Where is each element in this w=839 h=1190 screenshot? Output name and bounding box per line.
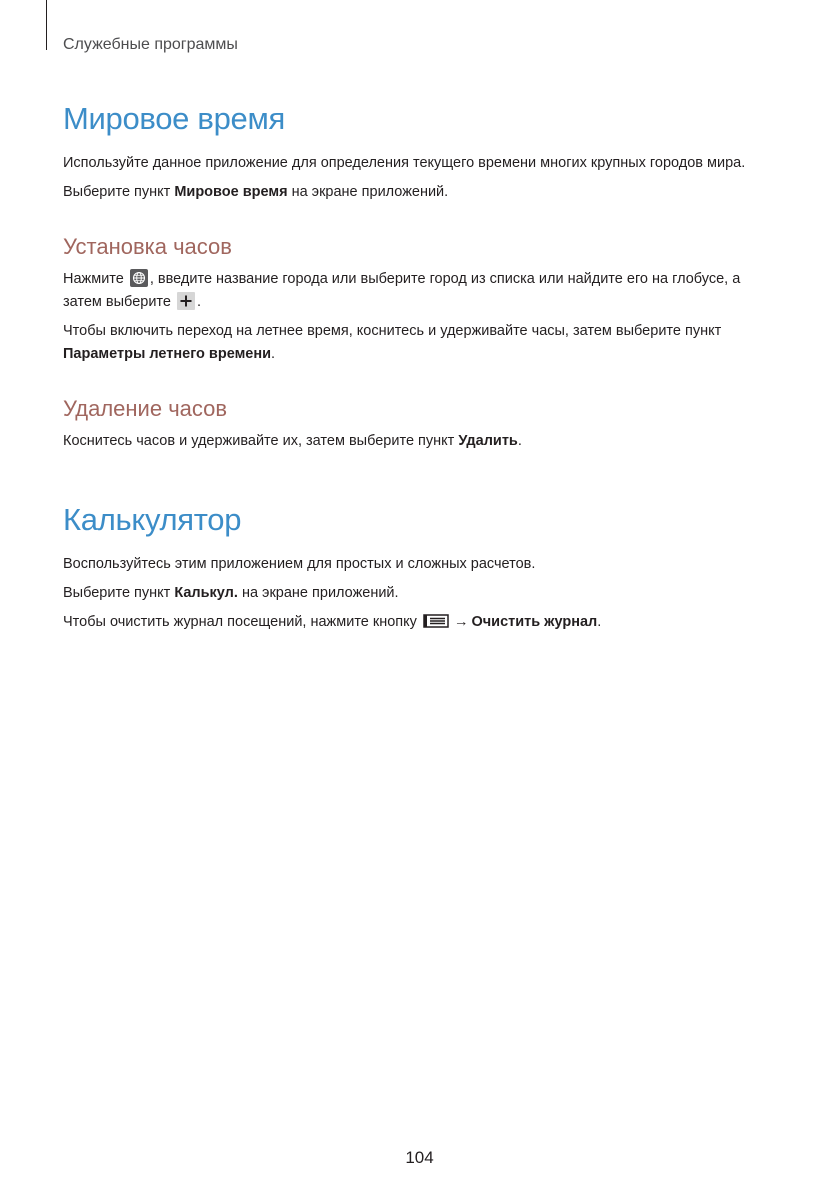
- set-clock-instructions: Нажмите , введите название города или выберите город из списка или найдите его на глобусе, а затем выберите .: [63, 271, 741, 310]
- delete-clock-instructions: Коснитесь часов и удерживайте их, затем выберите пункт Удалить.: [63, 433, 522, 449]
- daylight-saving-menu-item: Параметры летнего времени: [63, 346, 272, 362]
- clear-history-instructions: Чтобы очистить журнал посещений, нажмите кнопку → Очистить журнал.: [63, 611, 783, 634]
- section-title-world-clock: Мировое время: [63, 101, 285, 136]
- margin-rule: [46, 0, 47, 50]
- delete-menu-item: Удалить: [458, 433, 518, 449]
- clear-history-menu-item: Очистить журнал: [471, 614, 598, 630]
- page-number: 104: [405, 1148, 434, 1167]
- calculator-intro: Воспользуйтесь этим приложением для простых и сложных расчетов.: [63, 556, 536, 572]
- page-content: [63, 96, 783, 640]
- chapter-header: Служебные программы: [63, 36, 238, 53]
- plus-icon: [177, 292, 195, 310]
- subsection-title-set-clock: Установка часов: [63, 234, 232, 259]
- world-clock-intro: Используйте данное приложение для определения текущего времени многих крупных городов мира.: [63, 155, 746, 171]
- section-title-calculator: Калькулятор: [63, 502, 242, 537]
- globe-icon: [130, 269, 148, 287]
- calculator-menu-item: Калькул.: [174, 585, 238, 601]
- menu-icon: [423, 612, 449, 630]
- world-clock-menu-item: Мировое время: [174, 184, 288, 200]
- daylight-saving-instructions: Чтобы включить переход на летнее время, коснитесь и удерживайте часы, затем выберите пункт Параметры летнего времени.: [63, 323, 722, 362]
- calculator-select: Выберите пункт Калькул. на экране приложений.: [63, 585, 399, 601]
- world-clock-select: Выберите пункт Мировое время на экране приложений.: [63, 184, 449, 200]
- arrow-icon: →: [453, 614, 469, 630]
- subsection-title-delete-clock: Удаление часов: [63, 396, 228, 421]
